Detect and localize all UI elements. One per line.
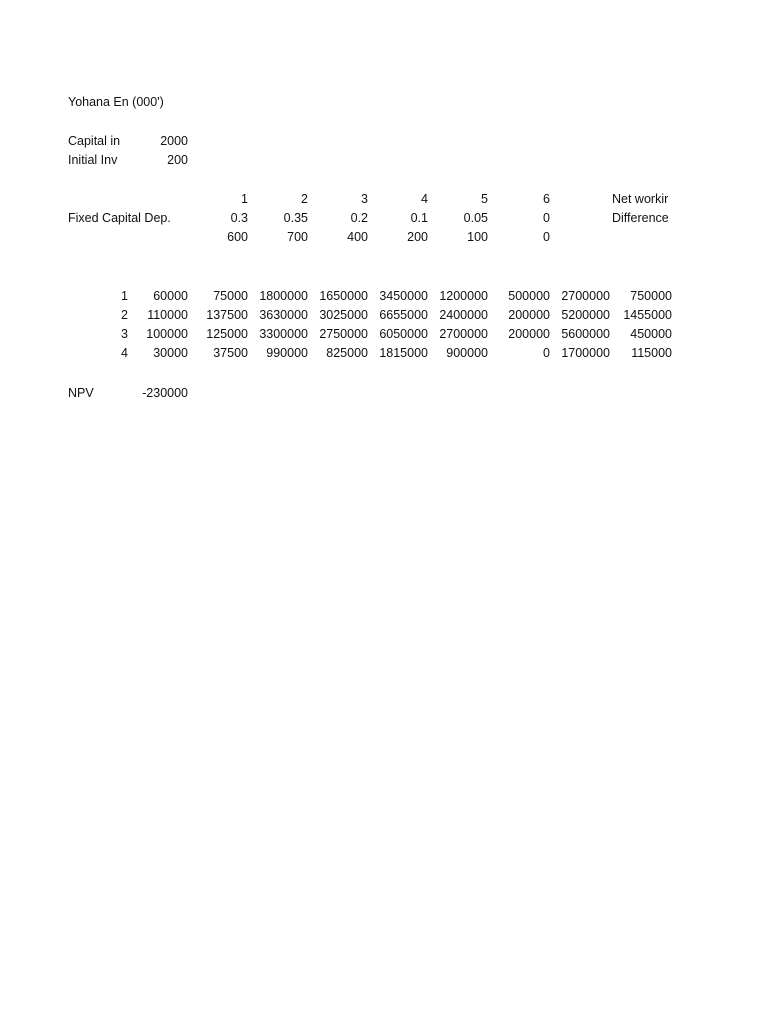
year-header-row — [68, 190, 678, 209]
table-cell: 200000 — [508, 308, 550, 322]
table-cell: 5200000 — [561, 308, 610, 322]
capital-row — [68, 132, 678, 151]
table-row — [68, 306, 678, 325]
table-row — [68, 287, 678, 306]
table-cell: 2700000 — [439, 327, 488, 341]
initial-investment-value: 200 — [167, 153, 188, 167]
table-cell: 3 — [121, 327, 128, 341]
capital-label: Capital in — [68, 134, 121, 148]
table-cell: 5600000 — [561, 327, 610, 341]
table-cell: 6655000 — [379, 308, 428, 322]
table-cell: 200000 — [508, 327, 550, 341]
table-cell: 3630000 — [259, 308, 308, 322]
depreciation-rate: 0.3 — [230, 211, 248, 225]
depreciation-rate: 0 — [543, 211, 550, 225]
npv-value: -230000 — [142, 386, 188, 400]
depreciation-rate-row — [68, 209, 678, 228]
depreciation-rate: 0.05 — [463, 211, 488, 225]
depreciation-amount: 700 — [287, 230, 308, 244]
table-cell: 3450000 — [379, 289, 428, 303]
table-cell: 2750000 — [319, 327, 368, 341]
table-cell: 450000 — [630, 327, 672, 341]
table-cell: 1815000 — [379, 346, 428, 360]
table-cell: 100000 — [146, 327, 188, 341]
depreciation-rate: 0.2 — [350, 211, 368, 225]
year-header: 3 — [361, 192, 368, 206]
year-header: 2 — [301, 192, 308, 206]
table-cell: 0 — [543, 346, 550, 360]
table-cell: 75000 — [213, 289, 248, 303]
table-row — [68, 325, 678, 344]
table-cell: 137500 — [206, 308, 248, 322]
table-row — [68, 344, 678, 363]
table-cell: 115000 — [631, 346, 672, 360]
table-cell: 6050000 — [379, 327, 428, 341]
table-cell: 2 — [121, 308, 128, 322]
table-cell: 990000 — [266, 346, 308, 360]
table-cell: 825000 — [326, 346, 368, 360]
depreciation-amount: 100 — [467, 230, 488, 244]
table-cell: 60000 — [153, 289, 188, 303]
table-cell: 3025000 — [319, 308, 368, 322]
table-cell: 37500 — [213, 346, 248, 360]
table-cell: 3300000 — [259, 327, 308, 341]
initial-investment-label: Initial Inv — [68, 153, 118, 167]
depreciation-amount: 0 — [543, 230, 550, 244]
year-header: 6 — [543, 192, 550, 206]
year-header: 4 — [421, 192, 428, 206]
table-cell: 750000 — [630, 289, 672, 303]
table-cell: 4 — [121, 346, 128, 360]
npv-row — [68, 384, 678, 403]
table-cell: 110000 — [147, 308, 188, 322]
title-row — [68, 93, 678, 112]
table-cell: 900000 — [446, 346, 488, 360]
initial-investment-row — [68, 151, 678, 170]
table-cell: 1200000 — [439, 289, 488, 303]
sheet-title: Yohana En (000') — [68, 95, 164, 109]
table-cell: 1455000 — [623, 308, 672, 322]
depreciation-rate: 0.1 — [410, 211, 428, 225]
depreciation-amount: 400 — [347, 230, 368, 244]
table-cell: 1700000 — [561, 346, 610, 360]
depreciation-label: Fixed Capital Dep. — [68, 211, 171, 225]
table-cell: 500000 — [508, 289, 550, 303]
table-cell: 1 — [121, 289, 128, 303]
year-header: 1 — [241, 192, 248, 206]
depreciation-amount-row — [68, 228, 678, 247]
npv-label: NPV — [68, 386, 94, 400]
depreciation-amount: 600 — [227, 230, 248, 244]
depreciation-amount: 200 — [407, 230, 428, 244]
table-cell: 2700000 — [561, 289, 610, 303]
table-cell: 30000 — [153, 346, 188, 360]
net-working-header: Net workir — [612, 192, 669, 206]
table-cell: 1650000 — [319, 289, 368, 303]
table-cell: 1800000 — [259, 289, 308, 303]
table-cell: 125000 — [206, 327, 248, 341]
year-header: 5 — [481, 192, 488, 206]
difference-header: Difference — [612, 211, 669, 225]
depreciation-rate: 0.35 — [283, 211, 308, 225]
table-cell: 2400000 — [439, 308, 488, 322]
capital-value: 2000 — [160, 134, 188, 148]
